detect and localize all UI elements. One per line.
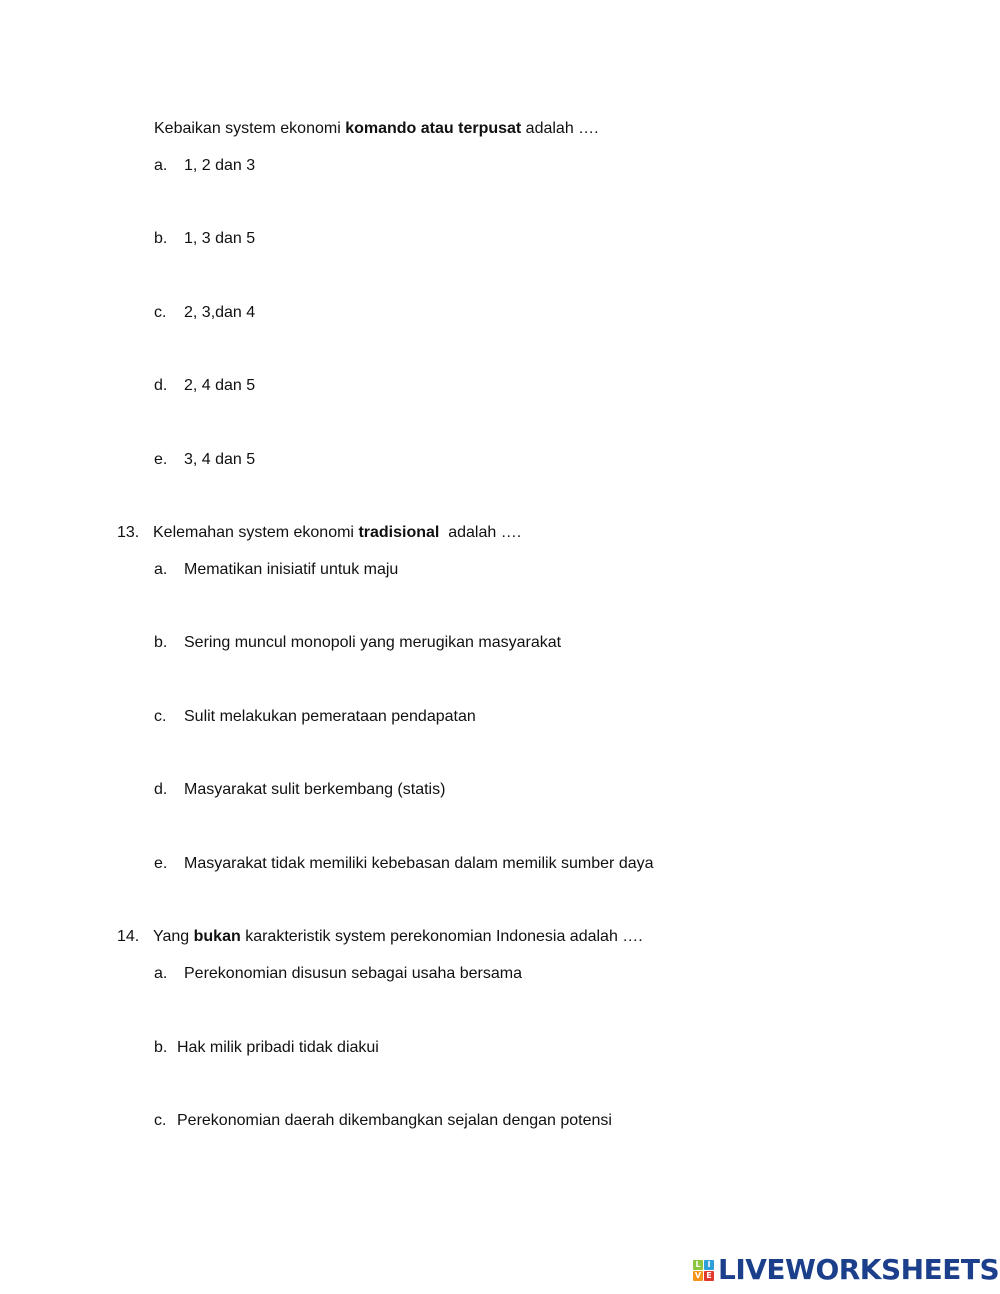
question-13-stem-suffix: adalah …. <box>439 524 522 541</box>
q12-option-d-text[interactable]: 2, 4 dan 5 <box>184 377 256 394</box>
question-13-stem-bold: tradisional <box>358 524 440 541</box>
q12-option-d-letter: d. <box>154 377 168 394</box>
q13-option-e-letter: e. <box>154 855 168 872</box>
q12-option-c-letter: c. <box>154 304 167 321</box>
question-12-stem-prefix: Kebaikan system ekonomi <box>154 120 346 137</box>
question-12-stem-suffix: adalah …. <box>521 120 599 137</box>
q12-option-b-letter: b. <box>154 230 168 247</box>
question-14-number: 14. <box>117 928 140 945</box>
q14-option-b-letter: b. <box>154 1039 168 1056</box>
question-14-stem <box>153 927 643 947</box>
q14-option-a-letter: a. <box>154 965 168 982</box>
q13-option-b-text[interactable]: Sering muncul monopoli yang merugikan masyarakat <box>184 634 562 651</box>
q14-option-c-letter: c. <box>154 1112 167 1129</box>
q12-option-a-letter: a. <box>154 157 168 174</box>
question-13-number: 13. <box>117 524 140 541</box>
q13-option-c-text[interactable]: Sulit melakukan pemerataan pendapatan <box>184 708 476 725</box>
q12-option-c-text[interactable]: 2, 3,dan 4 <box>184 304 256 321</box>
q14-option-b-text[interactable]: Hak milik pribadi tidak diakui <box>177 1039 379 1056</box>
q13-option-d-text[interactable]: Masyarakat sulit berkembang (statis) <box>184 781 446 798</box>
q12-option-e-text[interactable]: 3, 4 dan 5 <box>184 451 256 468</box>
question-13-stem <box>153 523 521 543</box>
q13-option-a-letter: a. <box>154 561 168 578</box>
q14-option-c-text[interactable]: Perekonomian daerah dikembangkan sejalan dengan potensi <box>177 1112 612 1129</box>
q12-option-b-text[interactable]: 1, 3 dan 5 <box>184 230 256 247</box>
q13-option-c-letter: c. <box>154 708 167 725</box>
logo-mark-e: E <box>704 1271 714 1281</box>
liveworksheets-logo <box>693 1253 1000 1286</box>
q13-option-a-text[interactable]: Mematikan inisiatif untuk maju <box>184 561 399 578</box>
q14-option-a-text[interactable]: Perekonomian disusun sebagai usaha bersama <box>184 965 522 982</box>
logo-mark-l: L <box>693 1260 703 1270</box>
logo-mark-v: V <box>694 1270 702 1280</box>
q12-option-e-letter: e. <box>154 451 168 468</box>
q12-option-a-text[interactable]: 1, 2 dan 3 <box>184 157 256 174</box>
q13-option-b-letter: b. <box>154 634 168 651</box>
question-13-stem-prefix: Kelemahan system ekonomi <box>153 524 359 541</box>
liveworksheets-logo-text: LIVEWORKSHEETS <box>718 1253 1000 1286</box>
question-14-stem-suffix: karakteristik system perekonomian Indonesia adalah …. <box>240 928 643 945</box>
question-14-stem-bold: bukan <box>193 928 241 945</box>
liveworksheets-logo-mark <box>693 1260 714 1281</box>
question-12-stem <box>154 119 599 139</box>
question-12-stem-bold: komando atau terpusat <box>345 120 522 137</box>
q13-option-d-letter: d. <box>154 781 168 798</box>
question-14-stem-prefix: Yang <box>153 928 194 945</box>
q13-option-e-text[interactable]: Masyarakat tidak memiliki kebebasan dalam memilik sumber daya <box>184 855 654 872</box>
logo-mark-i: I <box>704 1260 714 1270</box>
